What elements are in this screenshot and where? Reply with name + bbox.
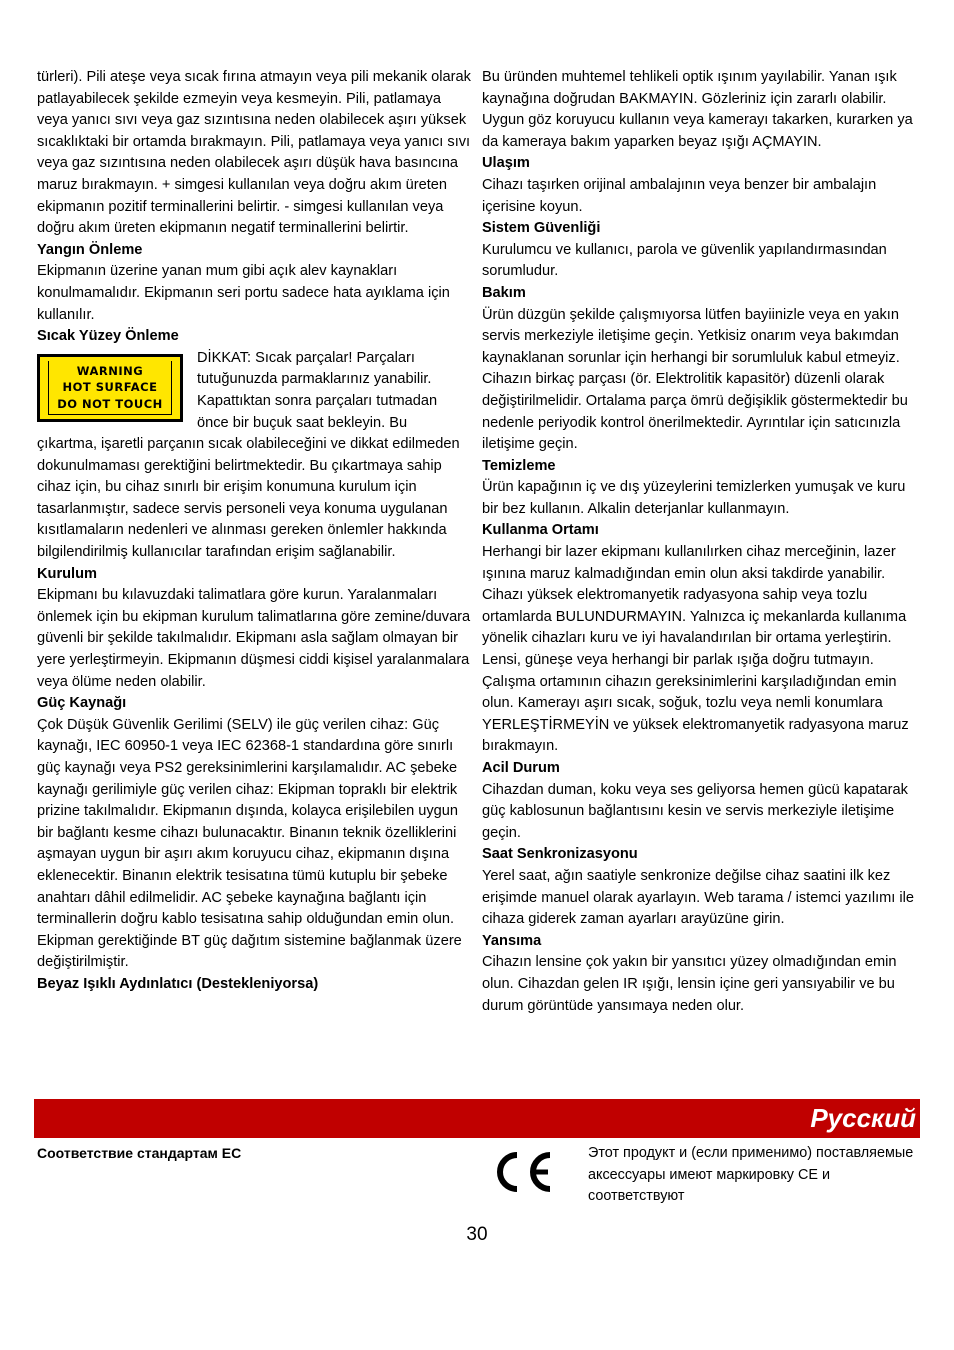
hot-surface-heading: Sıcak Yüzey Önleme [37, 328, 179, 345]
system-security-text: Kurulumcu ve kullanıcı, parola ve güvenlik yapılandırmasından sorumludur. [482, 241, 887, 280]
clock-sync-heading: Saat Senkronizasyonu [482, 846, 638, 863]
eu-compliance-heading: Соответствие стандартам ЕС [37, 1145, 242, 1161]
language-banner [34, 1099, 920, 1138]
system-security-heading: Sistem Güvenliği [482, 220, 601, 237]
hot-surface-text: DİKKAT: Sıcak parçalar! Parçaları tutuğunuzda parmaklarınız yanabilir. Kapattıktan sonra parçaları tutmadan önce bir buçuk saat bekleyin. Bu çıkartma, işaretli parçanın sıcak olabileceğini ve dikkat edilmeden dokunulmaması gerektiğini belirtmektedir. Bu çıkartmaya sahip cihaz için, bu cihaz sınırlı bir erişim konumuna kurulum için tasarlanmıştır, sadece servis personeli veya konuma uygulanan kısıtlamaların nedenleri ve alınması gereken önlemler hakkında bilgilendirilmiş kullanıcılar tarafından erişim sağlanabilir. [37, 349, 460, 561]
emergency-text: Cihazdan duman, koku veya ses geliyorsa hemen gücü kapatarak güç kablosunun bağlantısını kesin ve servis merkeziyle iletişime geçin. [482, 781, 908, 841]
fire-prevention-text: Ekipmanın üzerine yanan mum gibi açık alev kaynakları konulmamalıdır. Ekipmanın seri portu sadece hata ayıklama için kullanılır. [37, 263, 450, 323]
installation-heading: Kurulum [37, 565, 97, 582]
hot-surface-section [37, 348, 471, 564]
transport-text: Cihazı taşırken orijinal ambalajının veya benzer bir ambalajın içerisine koyun. [482, 176, 877, 215]
eu-compliance-text: Этот продукт и (если применимо) поставляемые аксессуары имеют маркировку CE и соответствуют [588, 1145, 914, 1205]
left-column [37, 67, 471, 996]
maintenance-heading: Bakım [482, 284, 526, 301]
fire-prevention-heading: Yangın Önleme [37, 241, 143, 258]
warning-label-border [48, 360, 172, 416]
emergency-heading: Acil Durum [482, 760, 560, 776]
transport-heading: Ulaşım [482, 155, 530, 172]
ce-mark-icon [490, 1149, 560, 1195]
cleaning-heading: Temizleme [482, 457, 556, 474]
warning-label-line-2: HOT SURFACE [62, 380, 158, 395]
power-supply-heading: Güç Kaynağı [37, 695, 127, 712]
maintenance-text: Ürün düzgün şekilde çalışmıyorsa lütfen bayiinizle veya en yakın servis merkeziyle iletişime geçin. Yetkisiz onarım veya bakımdan kaynaklanan sorunlar için herhangi bir sorumluluk kabul etmeyiz. Cihazın birkaç parçası (ör. Elektrolitik kapasitör) düzenli olarak değiştirilmelidir. Ortalama parça ömrü değişiklik göstermektedir bu nedenle periyodik kontrol önerilmektedir. Ayrıntılar için satıcınızla iletişime geçin. [482, 306, 908, 453]
reflection-heading: Yansıma [482, 932, 542, 949]
battery-safety-paragraph: türleri). Pili ateşe veya sıcak fırına atmayın veya pili mekanik olarak patlayabilecek şekilde ezmeyin veya kesmeyin. Pili, patlamaya veya yanıcı sıvı veya gaz sızıntısına neden olabilecek aşırı yüksek sıcaklıktaki bir ortamda bırakmayın. Pili, patlamaya veya yanıcı sıvı veya gaz sızıntısına neden olabilecek aşırı düşük hava basıncına maruz bırakmayın. + simgesi kullanılan veya doğru akım üreten ekipmanın pozitif terminallerini belirtir. - simgesi kullanılan veya doğru akım üreten ekipmanın negatif terminallerini belirtir. [37, 69, 471, 237]
optical-radiation-text: Bu üründen muhtemel tehlikeli optik ışınım yayılabilir. Yanan ışık kaynağına doğrudan BAKMAYIN. Gözleriniz için zararlı olabilir. Uygun göz koruyucu kullanın veya kamerayı takarken, kurarken ya da kameraya bakım yaparken beyaz ışığı AÇMAYIN. [482, 69, 913, 150]
power-supply-text: Çok Düşük Güvenlik Gerilimi (SELV) ile güç verilen cihaz: Güç kaynağı, IEC 60950-1 veya IEC 62368-1 standardına göre sınırlı güç kaynağı veya PS2 gereksinimlerini karşılamalıdır. AC şebeke kaynağı gerilimiyle güç verilen cihaz: Ekipman topraklı bir elektrik prizine takılmalıdır. Ekipmanın dışında, kolayca erişilebilen uygun bir bağlantı kesme cihazı bulunacaktır. Binanın teknik özelliklerini aşmayan uygun bir aşırı akım koruyucu cihaz, ekipmanın dışına eklenecektir. Binanın elektrik tesisatına tümü kutuplu bir şebeke anahtarı dâhil edilmelidir. AC şebeke kaynağına bağlantı için terminallerin doğru kablo tesisatına sahip olduğundan emin olun. Ekipman gerektiğinde BT güç dağıtım sistemine bağlanmak üzere değiştirilmiştir. [37, 716, 462, 971]
hot-surface-warning-label [37, 354, 183, 422]
installation-text: Ekipmanı bu kılavuzdaki talimatlara göre kurun. Yaralanmaları önlemek için bu ekipman kurulum talimatlarına göre zemine/duvara güvenli bir şekilde takılmalıdır. Ekipmanı asla sağlam olmayan bir yere yerleştirmeyin. Ekipmanın düşmesi ciddi kişisel yaralanmalara veya ölüme neden olabilir. [37, 587, 471, 690]
language-title: Русский [810, 1103, 916, 1133]
white-light-heading: Beyaz Işıklı Aydınlatıcı (Destekleniyorsa) [37, 975, 319, 992]
warning-label-line-1: WARNING [76, 363, 144, 378]
page-number: 30 [466, 1224, 488, 1245]
right-column [482, 67, 920, 1017]
environment-heading: Kullanma Ortamı [482, 522, 599, 539]
cleaning-text: Ürün kapağının iç ve dış yüzeylerini temizlerken yumuşak ve kuru bir bez kullanın. Alkalin deterjanlar kullanmayın. [482, 479, 906, 517]
clock-sync-text: Yerel saat, ağın saatiyle senkronize değilse cihaz saatini ilk kez erişimde manuel olarak ayarlayın. Web tarama / istemci yazılımı ile cihaza giderek zaman ayarları arayüzüne girin. [482, 867, 915, 928]
environment-text: Herhangi bir lazer ekipmanı kullanılırken cihaz merceğinin, lazer ışınına maruz kalmadığından emin olun aksi takdirde yanabilir. Cihazı yüksek elektromanyetik radyasyona sahip veya tozlu ortamlarda BULUNDURMAYIN. Yalnızca iç mekanlarda kullanıma yönelik cihazları kuru ve iyi havalandırılan bir ortama yerleştirin. Lensi, güneşe veya herhangi bir parlak ışığa doğru tutmayın. Çalışma ortamının cihazın gereksinimlerini karşıladığından emin olun. Kamerayı aşırı sıcak, soğuk, tozlu veya nemli konumlara YERLEŞTİRMEYİN ve yüksek elektromanyetik radyasyona maruz bırakmayın. [482, 544, 909, 755]
reflection-text: Cihazın lensine çok yakın bir yansıtıcı yüzey olmadığından emin olun. Cihazdan gelen IR ışığı, lensin içine geri yansıyabilir ve bu durum görüntüde yansımaya neden olur. [482, 954, 897, 1014]
warning-label-line-3: DO NOT TOUCH [57, 396, 163, 411]
